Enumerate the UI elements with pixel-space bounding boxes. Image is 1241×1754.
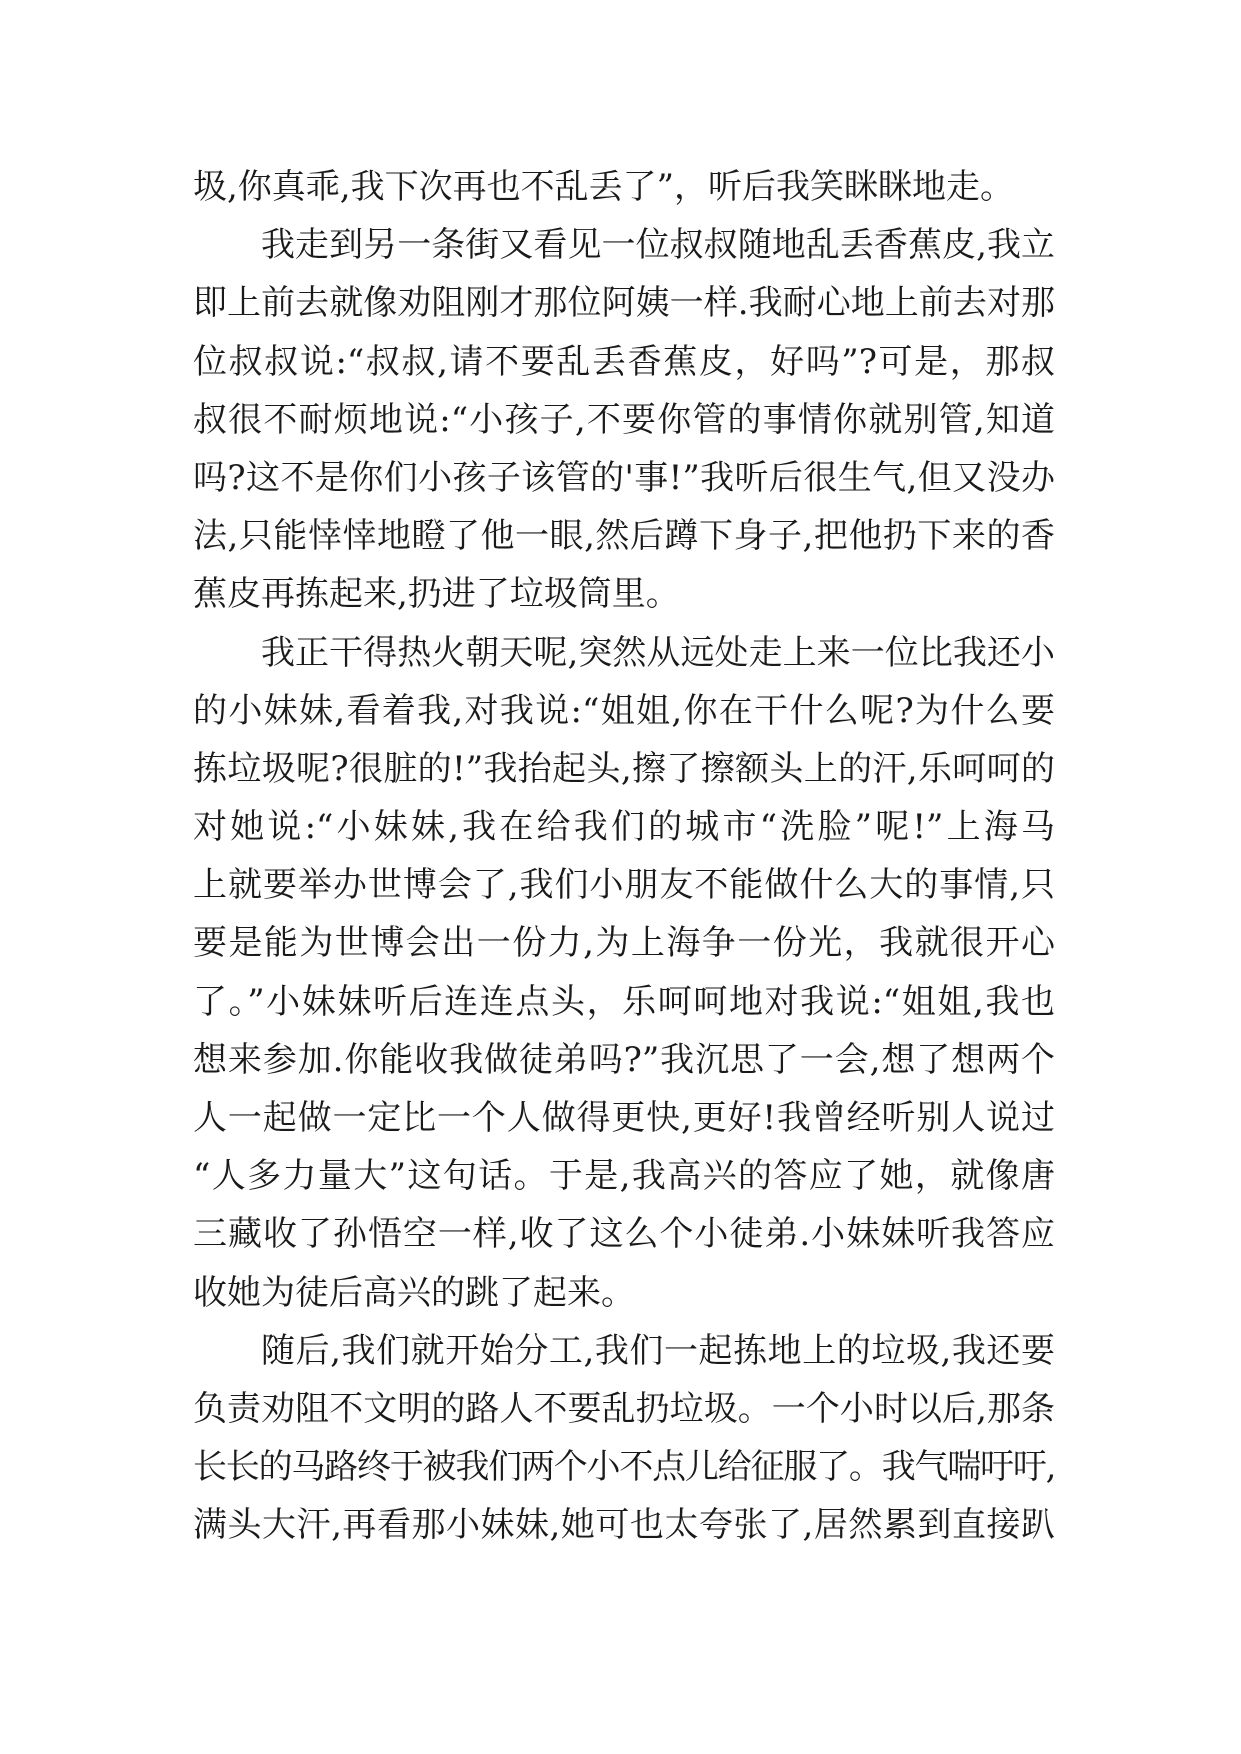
- text-line: 想来参加.你能收我做徒弟吗?”我沉思了一会,想了想两个: [193, 1039, 1055, 1080]
- text-line: 拣垃圾呢?很脏的!”我抬起头,擦了擦额头上的汗,乐呵呵的: [193, 748, 1055, 789]
- document-body: [193, 158, 1055, 1555]
- text-line: 了。”小妹妹听后连连点头，乐呵呵地对我说:“姐姐,我也: [193, 981, 1055, 1022]
- text-line: 位叔叔说:“叔叔,请不要乱丢香蕉皮，好吗”?可是，那叔: [193, 341, 1055, 382]
- text-line: 要是能为世博会出一份力,为上海争一份光，我就很开心: [193, 923, 1055, 964]
- text-line: 对她说:“小妹妹,我在给我们的城市“洗脸”呢!”上海马: [193, 807, 1055, 848]
- text-line: 负责劝阻不文明的路人不要乱扔垃圾。一个小时以后,那条: [193, 1388, 1055, 1429]
- text-line: 人一起做一定比一个人做得更快,更好!我曾经听别人说过: [193, 1098, 1055, 1138]
- text-line: 我走到另一条街又看见一位叔叔随地乱丢香蕉皮,我立: [261, 225, 1055, 266]
- text-line: 我正干得热火朝天呢,突然从远处走上来一位比我还小: [261, 632, 1055, 673]
- text-line: 蕉皮再拣起来,扔进了垃圾筒里。: [193, 574, 680, 615]
- text-line: 三藏收了孙悟空一样,收了这么个小徒弟.小妹妹听我答应: [193, 1214, 1055, 1255]
- text-line: 随后,我们就开始分工,我们一起拣地上的垃圾,我还要: [261, 1330, 1055, 1371]
- text-line: 收她为徒后高兴的跳了起来。: [193, 1272, 635, 1313]
- text-line: 长长的马路终于被我们两个小不点儿给征服了。我气喘吁吁,: [193, 1447, 1055, 1488]
- text-line: 上就要举办世博会了,我们小朋友不能做什么大的事情,只: [193, 865, 1055, 906]
- text-line: 圾,你真乖,我下次再也不乱丢了”，听后我笑眯眯地走。: [193, 167, 1014, 207]
- text-line: 满头大汗,再看那小妹妹,她可也太夸张了,居然累到直接趴: [193, 1505, 1055, 1546]
- text-line: 法,只能悻悻地瞪了他一眼,然后蹲下身子,把他扔下来的香: [193, 516, 1055, 557]
- text-line: 的小妹妹,看着我,对我说:“姐姐,你在干什么呢?为什么要: [193, 690, 1055, 731]
- text-line: 叔很不耐烦地说:“小孩子,不要你管的事情你就别管,知道: [193, 399, 1055, 440]
- text-line: 即上前去就像劝阻刚才那位阿姨一样.我耐心地上前去对那: [193, 283, 1055, 324]
- text-line: “人多力量大”这句话。于是,我高兴的答应了她，就像唐: [193, 1156, 1055, 1197]
- text-line: 吗?这不是你们小孩子该管的'事!”我听后很生气,但又没办: [193, 457, 1055, 498]
